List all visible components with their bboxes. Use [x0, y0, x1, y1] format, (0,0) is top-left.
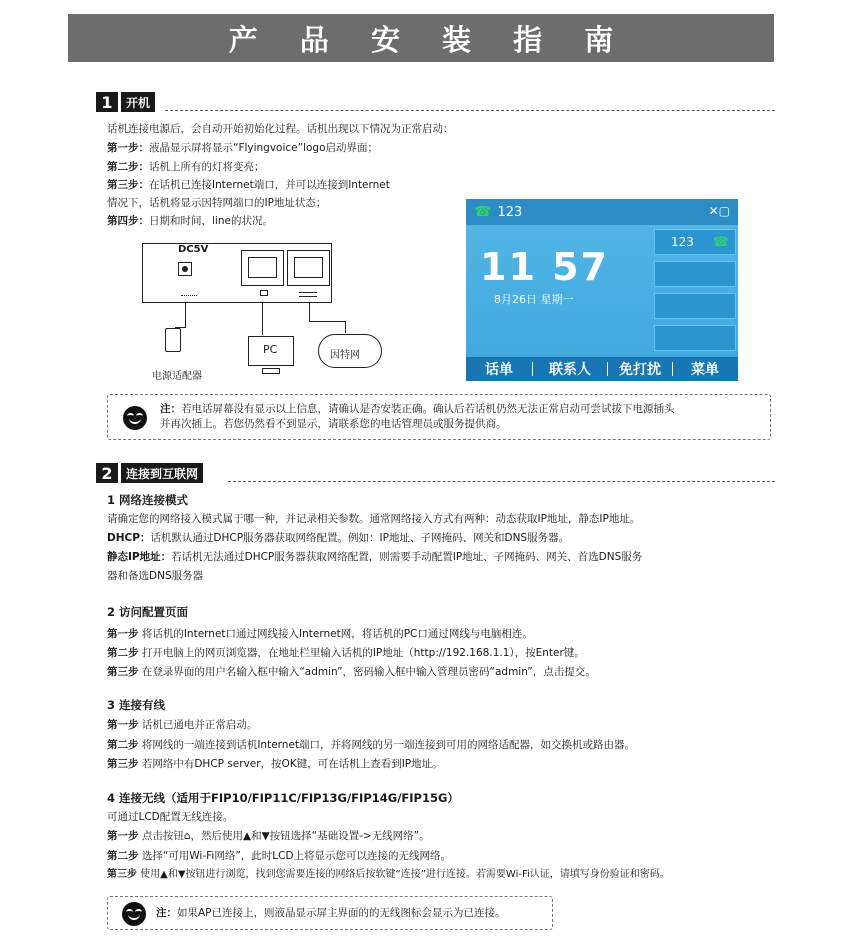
text-line: 静态IP地址：若话机无法通过DHCP服务器获取网络配置，则需要手动配置IP地址、子网掩码、网关、首选DNS服务: [107, 551, 643, 563]
text-line: 请确定您的网络接入模式属于哪一种，并记录相关参数。通常网络接入方式有两种：动态获取IP地址，静态IP地址。: [107, 513, 641, 525]
internet-cable: [309, 321, 345, 322]
smiley-icon: [122, 902, 146, 926]
section-divider: [228, 481, 775, 482]
pc-label: PC: [263, 343, 278, 356]
wifi-status-icon: ✕▢: [708, 204, 730, 218]
softkey-bar: [466, 357, 738, 381]
text-line: 可通过LCD配置无线连接。: [107, 811, 234, 823]
text-line: DHCP：话机默认通过DHCP服务器获取网络配置。例如：IP地址、子网掩码、网关和DNS服务器。: [107, 532, 570, 544]
step-line: 第一步 话机已通电并正常启动。: [107, 719, 258, 731]
line-key: [654, 229, 736, 255]
phone-date: 8月26日 星期一: [494, 293, 574, 306]
pc-stand-icon: [262, 368, 280, 374]
dc-symbol-icon: [181, 295, 197, 296]
section-number: 2: [96, 463, 118, 483]
dc-label: DC5V: [178, 244, 209, 255]
status-line-number: 123: [497, 204, 523, 220]
computer-symbol-icon: [260, 290, 268, 296]
step-line: 第二步 打开电脑上的网页浏览器，在地址栏里输入话机的IP地址（http://192.168.1.1），按Enter键。: [107, 647, 585, 659]
softkey-dnd: 免打扰: [619, 362, 661, 378]
step-line: 第一步：液晶显示屏将显示“Flyingvoice”logo启动界面；: [107, 142, 379, 154]
text-line: 话机连接电源后，会自动开始初始化过程。话机出现以下情况为正常启动：: [107, 123, 454, 135]
line-key-empty: [654, 325, 736, 351]
internet-cable: [345, 321, 346, 333]
note-text: 注：如果AP已连接上，则液晶显示屏主界面的的无线图标会显示为已连接。: [156, 907, 506, 919]
step-line: 第三步：在话机已连接Internet端口，并可以连接到Internet: [107, 179, 390, 191]
note-box: [107, 896, 553, 930]
line-key-empty: [654, 293, 736, 319]
internet-port-icon: [287, 250, 330, 286]
section-title: 连接到互联网: [121, 463, 203, 483]
note-box: [107, 394, 771, 440]
section-1-header: [96, 92, 155, 112]
step-line: 第二步：话机上所有的灯将变亮；: [107, 161, 265, 173]
power-cable: [185, 303, 186, 327]
subsection-heading: 4 连接无线（适用于FIP10/FIP11C/FIP13G/FIP14G/FIP15G）: [107, 791, 459, 805]
note-text: 注：若电话屏幕没有显示以上信息，请确认是否安装正确。确认后若话机仍然无法正常启动可尝试拔下电源插头 并再次插上。若您仍然看不到显示，请联系您的电话管理员或服务提供商。: [160, 403, 675, 430]
text-line: 情况下，话机将显示因特网端口的IP地址状态；: [107, 197, 327, 209]
smiley-icon: [123, 406, 147, 430]
pc-cable: [262, 303, 263, 335]
text-line: 器和备选DNS服务器: [107, 570, 204, 582]
internet-cable: [309, 303, 310, 321]
pc-port-icon: [241, 250, 284, 286]
power-port-icon: [178, 262, 192, 276]
power-adapter-icon: [165, 328, 181, 352]
softkey-menu: 菜单: [691, 362, 719, 378]
subsection-heading: 3 连接有线: [107, 698, 166, 712]
section-number: 1: [96, 92, 118, 112]
step-line: 第三步 在登录界面的用户名输入框中输入“admin”，密码输入框中输入管理员密码“admin”，点击提交。: [107, 666, 596, 678]
step-line: 第一步 将话机的Internet口通过网线接入Internet网，将话机的PC口通过网线与电脑相连。: [107, 628, 533, 640]
phone-clock: 11 57: [480, 245, 609, 289]
title-bar: [68, 14, 774, 62]
line-key-label: 123: [671, 235, 694, 249]
section-title: 开机: [121, 92, 155, 112]
step-line: 第二步 将网线的一端连接到话机Internet端口，并将网线的另一端连接到可用的网络适配器，如交换机或路由器。: [107, 739, 636, 751]
line-key-empty: [654, 261, 736, 287]
line-handset-icon: ☎: [712, 234, 729, 250]
phone-screen: [466, 199, 738, 381]
step-line: 第一步 点击按钮⌂，然后使用▲和▼按钮选择“基础设置->无线网络”。: [107, 830, 430, 842]
page-title: 产 品 安 装 指 南: [228, 22, 630, 57]
softkey-history: 话单: [485, 362, 513, 378]
network-symbol-icon: [299, 292, 317, 297]
phone-back-panel: [142, 243, 332, 303]
step-line: 第二步 选择“可用Wi-Fi网络”，此时LCD上将显示您可以连接的无线网络。: [107, 850, 452, 862]
step-line: 第三步 若网络中有DHCP server，按OK键，可在话机上查看到IP地址。: [107, 758, 443, 770]
step-line: 第四步：日期和时间，line的状况。: [107, 215, 273, 227]
internet-label: 因特网: [330, 350, 360, 361]
adapter-label: 电源适配器: [152, 371, 202, 382]
phone-status-bar: [466, 199, 738, 225]
softkey-contacts: 联系人: [549, 362, 591, 378]
subsection-heading: 2 访问配置页面: [107, 605, 189, 619]
section-2-header: [96, 463, 203, 483]
section-divider: [165, 110, 775, 111]
step-line: 第三步 使用▲和▼按钮进行浏览，找到您需要连接的网络后按软键“连接”进行连接。若需要Wi-Fi认证，请填写身份验证和密码。: [107, 869, 670, 880]
phone-handset-icon: ☎: [474, 204, 492, 220]
subsection-heading: 1 网络连接模式: [107, 493, 189, 507]
